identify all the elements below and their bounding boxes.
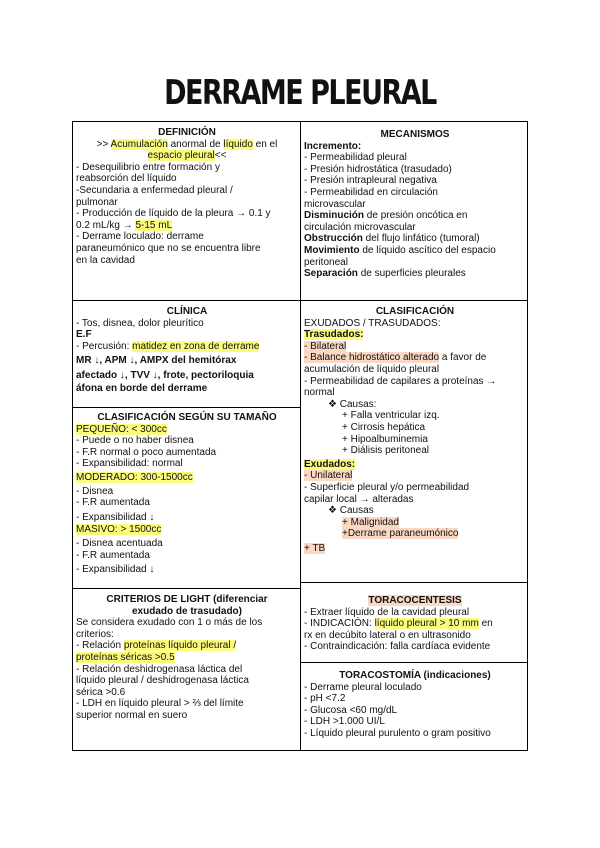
text-line: - Permeabilidad de capilares a proteínas → [304,375,497,387]
toracostomia-section [304,670,526,740]
text-line: criterios: [76,628,114,640]
highlight: - Balance hidrostático alterado [304,352,440,364]
highlight: - Bilateral [304,340,347,352]
text-line: - Presión hidrostática (trasudado) [304,163,452,175]
text: del flujo linfático (tumoral) [362,233,480,245]
toracostomia-heading: TORACOSTOMÍA (indicaciones) [339,670,491,681]
bold-term: Movimiento [304,244,360,256]
clinica-heading: CLÍNICA [166,306,208,317]
text-line: - Producción de líquido de la pleura → 0.1 y [76,208,271,220]
clasificacion-heading: CLASIFICACIÓN [375,306,455,317]
highlight: + TB [304,542,326,554]
page-title: DERRAME PLEURAL [164,74,436,113]
tamano-section [76,412,298,576]
row-divider [73,588,300,589]
text-line: - Glucosa <60 mg/dL [304,704,398,716]
highlight: líquido [223,138,253,150]
row-divider [300,582,527,583]
text-line: - Superficie pleural y/o permeabilidad [304,481,470,493]
mecanismos-section [304,129,526,280]
row-divider [73,407,300,408]
text-line: - Disnea acentuada [76,537,163,549]
text: - Relación [76,640,124,652]
text-line: + Diálisis peritoneal [342,445,429,457]
text-line: - pH <7.2 [304,693,346,705]
text-line: - Extraer líquido de la cavidad pleural [304,606,470,618]
text-line: pulmonar [76,196,118,208]
text-line: - Permeabilidad pleural [304,152,407,164]
text-line: + Cirrosis hepática [342,421,426,433]
highlight: 5-15 mL [135,219,173,231]
text-line: - Disnea [76,485,114,497]
text-line: áfona en borde del derrame [76,383,208,395]
definicion-section [76,127,298,266]
text: - Percusión: [76,340,133,352]
text: de presión oncótica en [364,210,468,222]
row-divider [73,300,300,301]
text: a favor de [439,352,487,364]
highlight: matidez en zona de derrame [132,340,260,352]
definicion-heading: DEFINICIÓN [158,127,216,138]
highlight: Acumulación [110,138,168,150]
text-line: + Hipoalbuminemia [342,433,428,445]
text-line: líquido pleural / deshidrogenasa láctica [76,675,249,687]
text-line: rx en decúbito lateral o en ultrasonido [304,629,471,641]
mecanismos-heading: MECANISMOS [380,129,450,140]
highlight: Exudados: [304,458,356,470]
text-line: ❖ Causas [328,505,374,517]
row-divider [300,662,527,663]
text-line: paraneumónico que no se encuentra libre [76,242,261,254]
text-line: Se considera exudado con 1 o más de los [76,617,263,629]
text-line: normal [304,387,335,399]
text-line: capilar local → alteradas [304,493,414,505]
highlight: Trasudados: [304,329,364,341]
text: de superficies pleurales [357,268,466,280]
highlight: PEQUEÑO: < 300cc [76,423,167,435]
clasificacion-section [304,306,526,554]
text-line: sérica >0.6 [76,686,126,698]
text-line: - Relación deshidrogenasa láctica del [76,663,243,675]
text-line: superior normal en suero [76,709,188,721]
text-line: microvascular [304,198,366,210]
text-line: circulación microvascular [304,221,416,233]
toracocentesis-heading: TORACOCENTESIS [368,595,462,606]
text-line: en la cavidad [76,254,135,266]
text-line: - Presión intrapleural negativa [304,175,437,187]
highlight: proteínas séricas >0.5 [76,651,175,663]
highlight: MASIVO: > 1500cc [76,524,162,536]
text: >> [96,138,111,150]
text: en [478,618,493,630]
text: 0.2 mL/kg → [76,219,136,231]
light-section [76,594,298,722]
text-line: - Puede o no haber disnea [76,435,194,447]
text: - INDICACIÓN: [304,618,375,630]
text-line: - Derrame pleural loculado [304,681,422,693]
text-line: + Falla ventricular izq. [342,410,440,422]
bold-term: Obstrucción [304,233,363,245]
text-line: - Expansibilidad ↓ [76,511,155,523]
text-line: - LDH >1.000 UI/L [304,716,385,728]
highlight: proteínas líquido pleural / [123,640,237,652]
highlight: MODERADO: 300-1500cc [76,471,193,483]
text-line: acumulación de líquido pleural [304,363,440,375]
text-line: - Permeabilidad en circulación [304,186,438,198]
text-line: - F.R normal o poco aumentada [76,446,217,458]
text-line: - Expansibilidad: normal [76,458,183,470]
summary-table [72,121,528,751]
subheading: E.F [76,329,92,341]
text-line: - Expansibilidad ↓ [76,564,155,576]
text: en el [252,138,278,150]
text-line: - Líquido pleural purulento o gram positivo [304,727,491,739]
text-line: EXUDADOS / TRASUDADOS: [304,317,441,329]
bold-term: Disminución [304,210,365,222]
text: anormal de [167,138,224,150]
clinica-section [76,306,298,395]
text-line: afectado ↓, TVV ↓, frote, pectoriloquia [76,370,254,382]
row-divider [300,300,527,301]
text-line: - Desequilibrio entre formación y [76,161,220,173]
column-divider [300,122,301,750]
text-line: - LDH en líquido pleural > ⅔ del límite [76,698,244,710]
subheading: Incremento: [304,140,362,152]
text-line: - F.R aumentada [76,549,150,561]
text-line: - Derrame loculado: derrame [76,231,204,243]
highlight: espacio pleural [147,150,215,162]
toracocentesis-section [304,595,526,653]
text-line: -Secundaria a enfermedad pleural / [76,184,233,196]
light-heading: exudado de trasudado) [131,605,242,617]
text-line: - Tos, disnea, dolor pleurítico [76,317,204,329]
highlight: + Malignidad [342,516,399,528]
highlight: +Derrame paraneumónico [342,528,459,540]
text-line: MR ↓, APM ↓, AMPX del hemitórax [76,355,237,367]
highlight: - Unilateral [304,470,353,482]
text-line: - F.R aumentada [76,497,150,509]
text: de líquido ascítico del espacio [359,244,496,256]
highlight: líquido pleural > 10 mm [374,618,479,630]
text-line: reabsorción del líquido [76,173,177,185]
text-line: - Contraindicación: falla cardíaca evidente [304,641,491,653]
tamano-heading: CLASIFICACIÓN SEGÚN SU TAMAÑO [97,412,277,423]
text-line: ❖ Causas: [328,398,377,410]
text-line: peritoneal [304,256,348,268]
bold-term: Separación [304,268,358,280]
text: << [214,150,227,162]
light-heading: CRITERIOS DE LIGHT (diferenciar [106,594,268,605]
